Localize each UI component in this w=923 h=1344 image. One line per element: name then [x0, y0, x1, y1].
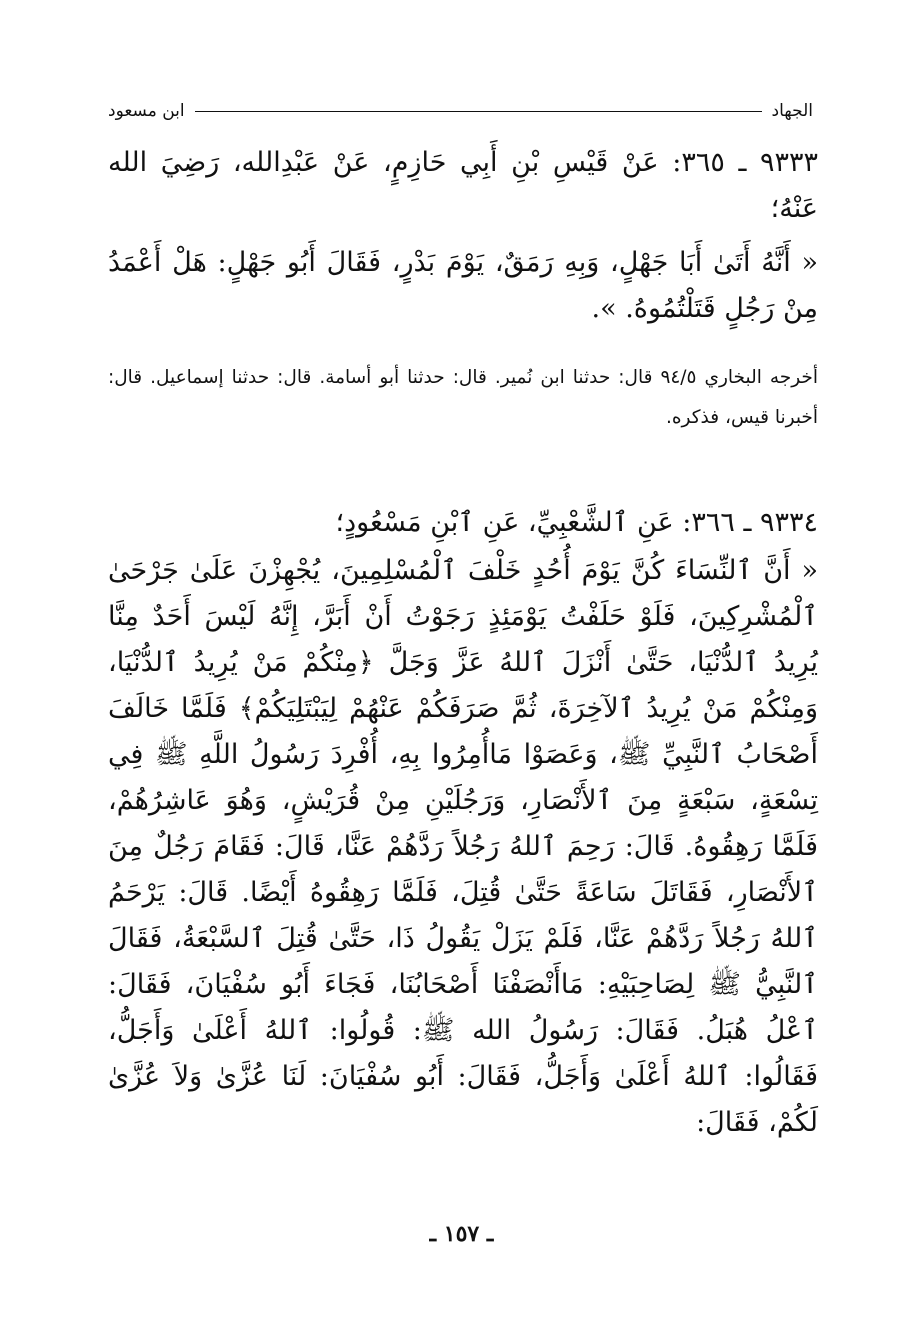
hadith-9334-body: « أَنَّ ٱلنِّسَاءَ كُنَّ يَوْمَ أُحُدٍ خَلْفَ ٱلْمُسْلِمِينَ، يُجْهِزْنَ عَلَىٰ جَرْحَىٰ ٱلْمُشْرِكِينَ، فَلَوْ حَلَفْتُ يَوْمَئِذٍ رَجَوْتُ أَنْ أَبَرَّ، إِنَّهُ لَيْسَ أَحَدٌ مِنَّا يُرِيدُ ٱلدُّنْيَا، حَتَّىٰ أَنْزَلَ ٱللهُ عَزَّ وَجَلَّ ﴿مِنْكُمْ مَنْ يُرِيدُ ٱلدُّنْيَا، وَمِنْكُمْ مَنْ يُرِيدُ ٱلآخِرَةَ، ثُمَّ صَرَفَكُمْ عَنْهُمْ لِيَبْتَلِيَكُمْ﴾ فَلَمَّا خَالَفَ أَصْحَابُ ٱلنَّبِيِّ ﷺ، وَعَصَوْا مَاأُمِرُوا بِهِ، أُفْرِدَ رَسُولُ اللَّهِ ﷺ فِي تِسْعَةٍ، سَبْعَةٍ مِنَ ٱلأَنْصَارِ، وَرَجُلَيْنِ مِنْ قُرَيْشٍ، وَهُوَ عَاشِرُهُمْ، فَلَمَّا رَهِقُوهُ. قَالَ: رَحِمَ ٱللهُ رَجُلاً رَدَّهُمْ عَنَّا، قَالَ: فَقَامَ رَجُلٌ مِنَ ٱلأَنْصَارِ، فَقَاتَلَ سَاعَةً حَتَّىٰ قُتِلَ، فَلَمَّا رَهِقُوهُ أَيْضًا. قَالَ: يَرْحَمُ ٱللهُ رَجُلاً رَدَّهُمْ عَنَّا، فَلَمْ يَزَلْ يَقُولُ ذَا، حَتَّىٰ قُتِلَ ٱلسَّبْعَةُ، فَقَالَ ٱلنَّبِيُّ ﷺ لِصَاحِبَيْهِ: مَاأَنْصَفْنَا أَصْحَابُنَا، فَجَاءَ أَبُو سُفْيَانَ، فَقَالَ: ٱعْلُ هُبَلُ. فَقَالَ: رَسُولُ الله ﷺ: قُولُوا: ٱللهُ أَعْلَىٰ وَأَجَلُّ، فَقَالُوا: ٱللهُ أَعْلَىٰ وَأَجَلُّ، فَقَالَ: أَبُو سُفْيَانَ: لَنَا عُزَّىٰ وَلاَ عُزَّىٰ لَكُمْ، فَقَالَ:: [108, 555, 819, 1138]
hadith-9333-heading: ٩٣٣٣ ـ ٣٦٥: عَنْ قَيْسِ بْنِ أَبِي حَازِمٍ، عَنْ عَبْدِالله، رَضِيَ الله عَنْهُ؛: [108, 147, 818, 224]
header-narrator-title: ابن مسعود: [108, 101, 185, 121]
hadith-9333-body: « أَنَّهُ أَتَىٰ أَبَا جَهْلٍ، وَبِهِ رَمَقٌ، يَوْمَ بَدْرٍ، فَقَالَ أَبُو جَهْلٍ: هَلْ أَعْمَدُ مِنْ رَجُلٍ قَتَلْتُمُوهُ. ».: [108, 247, 818, 324]
hadith-9334-heading: ٩٣٣٤ ـ ٣٦٦: عَنِ ٱلشَّعْبِيِّ، عَنِ ٱبْنِ مَسْعُودٍ؛: [335, 507, 818, 538]
header-chapter-title: الجهاد: [771, 101, 813, 121]
running-header: [108, 96, 813, 126]
header-rule: [195, 111, 762, 112]
page-number: ـ ١٥٧ ـ: [429, 1221, 494, 1247]
hadith-9333-takhrij: أخرجه البخاري ٩٤/٥ قال: حدثنا ابن نُمير. قال: حدثنا أبو أسامة. قال: حدثنا إسماعيل. قال: أخبرنا قيس، فذكره.: [108, 367, 818, 428]
